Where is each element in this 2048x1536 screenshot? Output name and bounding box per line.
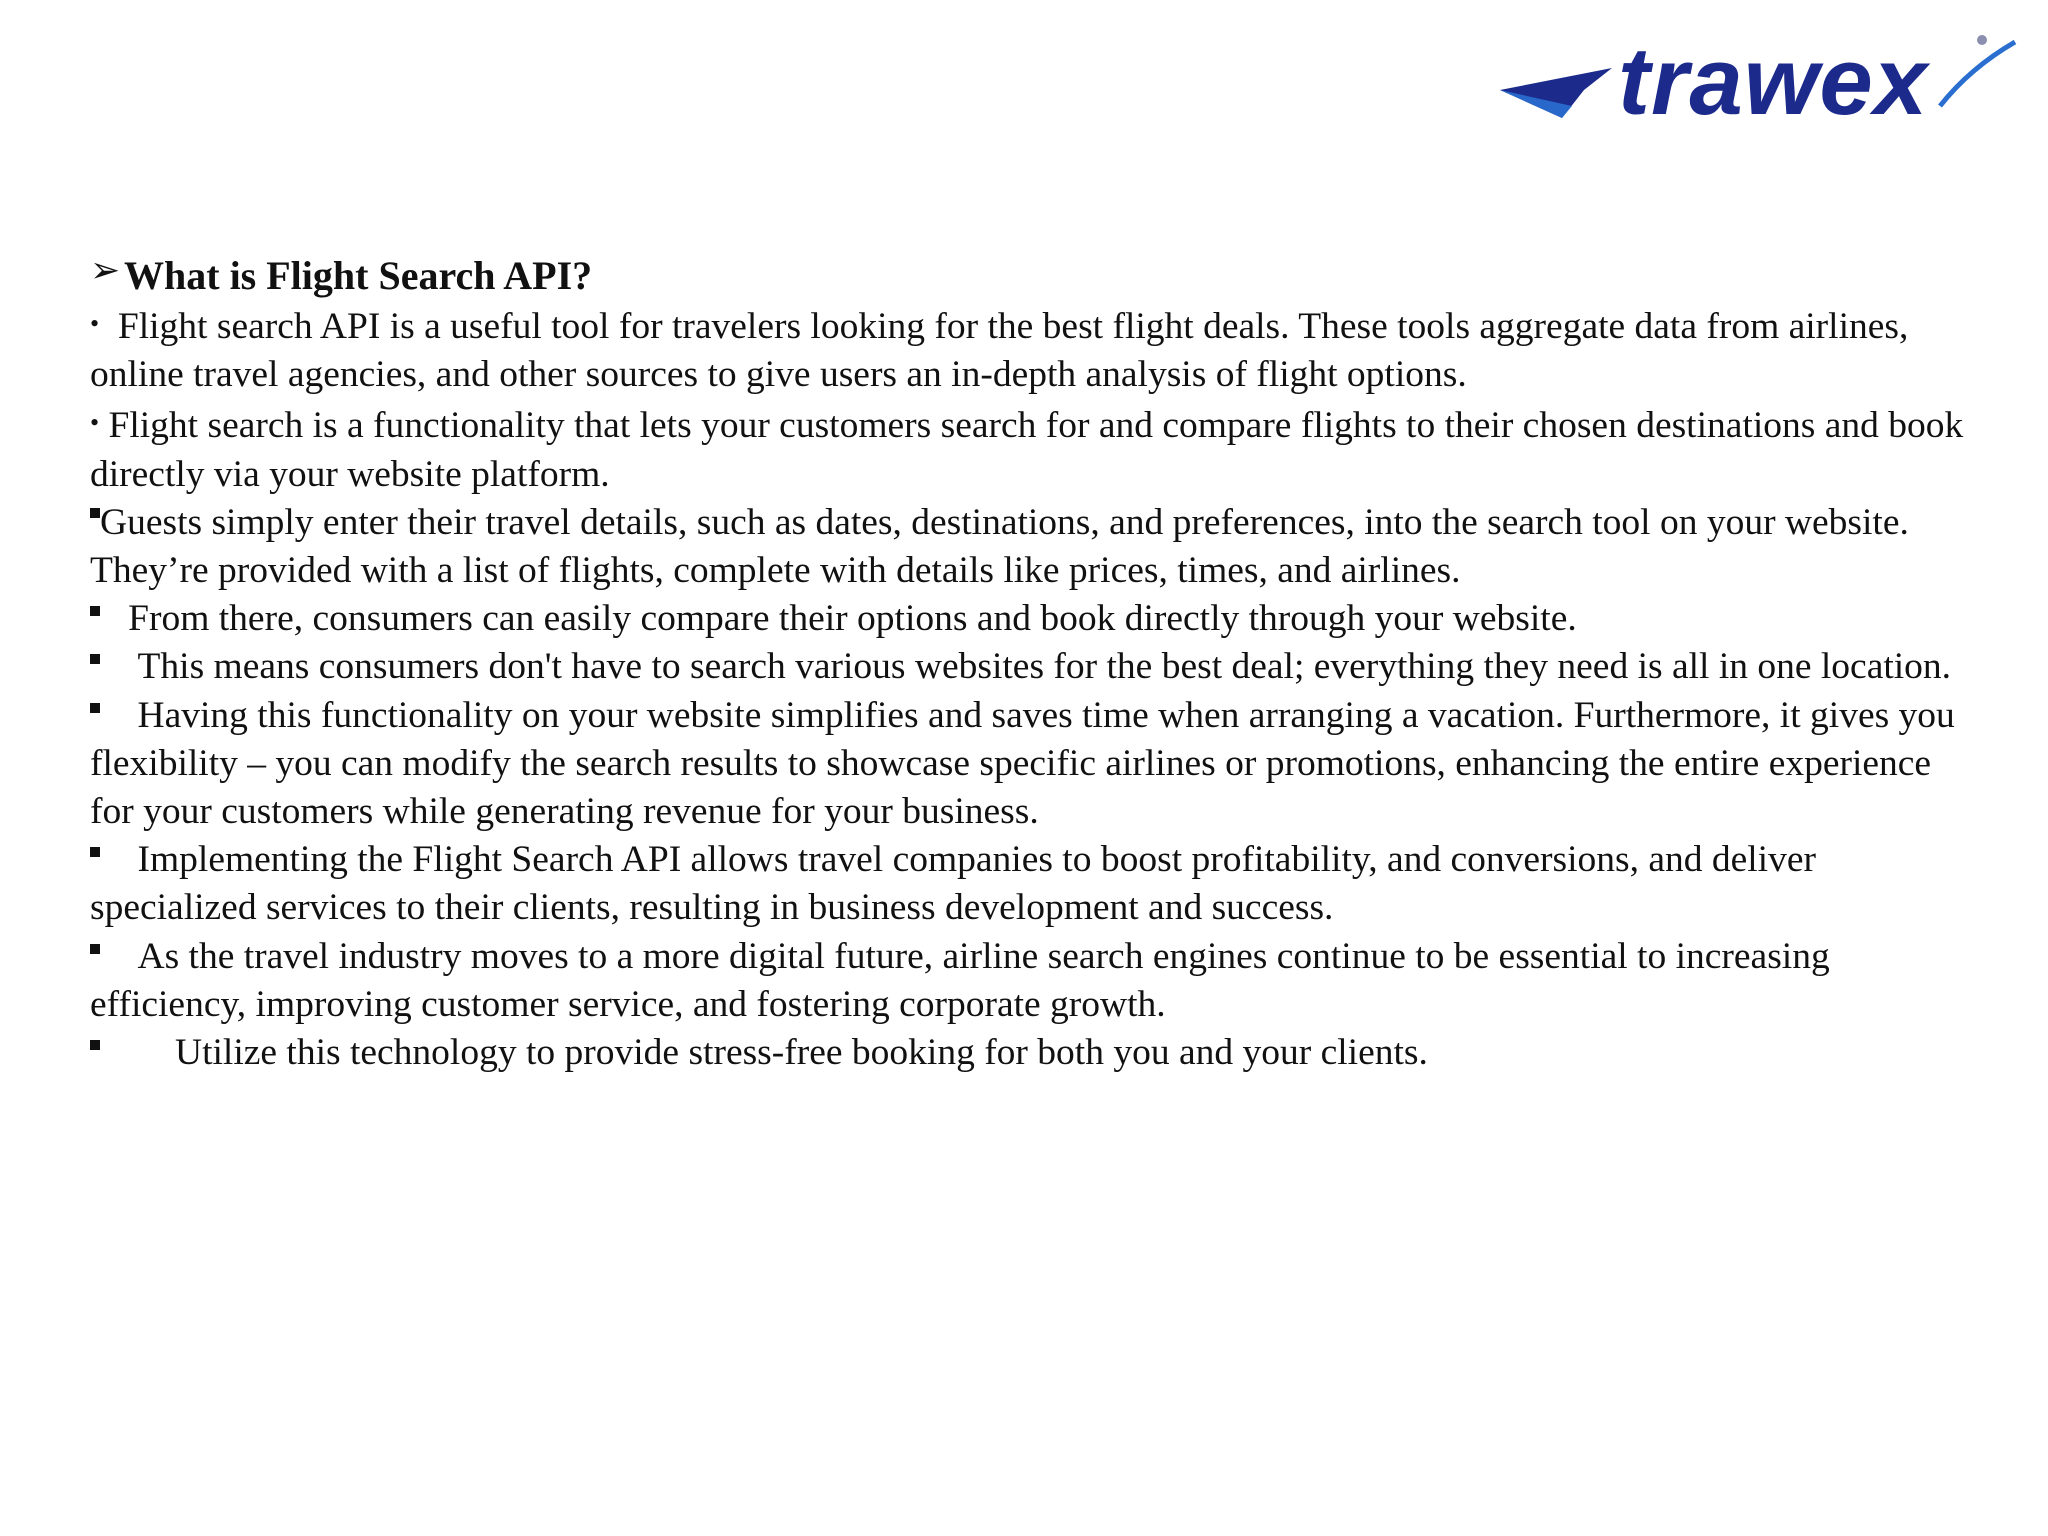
paragraph-6 — [90, 692, 1980, 837]
logo-registered-dot — [1977, 35, 1987, 45]
paragraph-5 — [90, 643, 1980, 691]
paragraph-8 — [90, 933, 1980, 1029]
square-bullet-icon — [90, 508, 100, 518]
paragraph-1 — [90, 300, 1980, 399]
square-bullet-icon — [90, 847, 100, 857]
heading-text: What is Flight Search API? — [124, 253, 593, 298]
paragraph-text: Implementing the Flight Search API allows travel companies to boost profitability, and conversions, and deliver specialized services to their clients, resulting in business development and success. — [90, 839, 1816, 929]
square-bullet-icon — [90, 606, 100, 616]
paragraph-text: As the travel industry moves to a more digital future, airline search engines continue to be essential to increasing efficiency, improving customer service, and fostering corporate growth. — [90, 935, 1830, 1025]
paragraph-text: Flight search API is a useful tool for travelers looking for the best flight deals. These tools aggregate data from airlines, online travel agencies, and other sources to give users an in-depth analysis of flight options. — [90, 306, 1909, 396]
paragraph-2 — [90, 399, 1980, 498]
slide-heading — [90, 252, 1980, 300]
round-dot-bullet-icon: • — [90, 309, 100, 338]
arrowhead-bullet-icon: ➢ — [90, 250, 121, 290]
square-bullet-icon — [90, 944, 100, 954]
trawex-logo — [1500, 28, 2020, 140]
paragraph-7 — [90, 836, 1980, 932]
paragraph-text: This means consumers don't have to search various websites for the best deal; everything they need is all in one location. — [137, 646, 1952, 688]
paragraph-3 — [90, 499, 1980, 595]
logo-wordmark: trawex — [1618, 28, 1929, 135]
paragraph-text: Having this functionality on your website simplifies and saves time when arranging a vacation. Furthermore, it gives you flexibility – you can modify the search results to showcase specific airlines or promotions, enhancing the entire experience for your customers while generating revenue for your business. — [90, 694, 1955, 833]
paragraph-text: Flight search is a functionality that lets your customers search for and compare flights to their chosen destinations and book directly via your website platform. — [90, 405, 1964, 495]
square-bullet-icon — [90, 703, 100, 713]
round-dot-bullet-icon: • — [90, 408, 100, 438]
square-bullet-icon — [90, 1040, 100, 1050]
square-bullet-icon — [90, 654, 100, 664]
paragraph-text: Utilize this technology to provide stress-free booking for both you and your clients. — [175, 1032, 1428, 1074]
paragraph-text: Guests simply enter their travel details, such as dates, destinations, and preferences, into the search tool on your website. They’re provided with a list of flights, complete with details like prices, times, and airlines. — [90, 501, 1909, 592]
paragraph-4 — [90, 595, 1980, 643]
slide-content — [90, 252, 1980, 1077]
paragraph-9 — [90, 1029, 1980, 1077]
logo-swoosh — [1940, 42, 2015, 106]
paragraph-text: From there, consumers can easily compare their options and book directly through your website. — [128, 598, 1577, 640]
